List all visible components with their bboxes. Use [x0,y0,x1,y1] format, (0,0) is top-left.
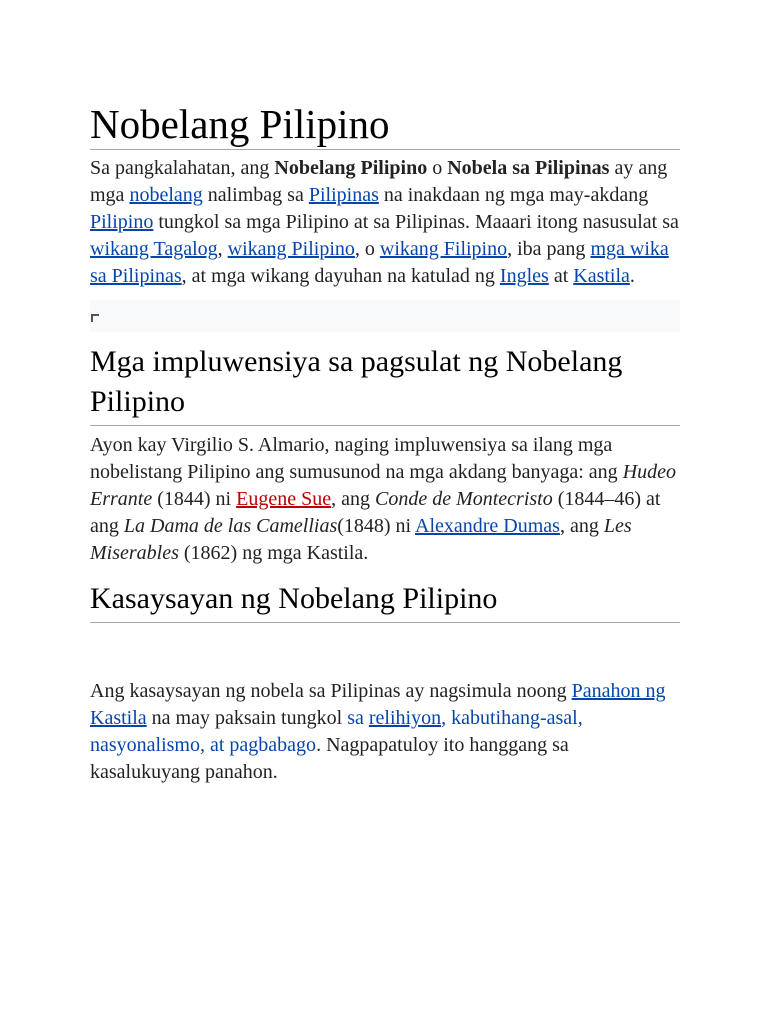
link-wikang-pilipino[interactable]: wikang Pilipino [227,238,355,260]
work-title: Les Miserables [90,515,632,564]
work-title: La Dama de las Camellias [123,515,338,537]
article [90,0,680,786]
link-wikang-tagalog[interactable]: wikang Tagalog [90,238,218,260]
link-mga-wika-sa-pilipinas[interactable]: mga wika sa Pilipinas [90,238,669,287]
link-pilipino[interactable]: Pilipino [90,211,154,233]
bold-term: Nobelang Pilipino [274,157,428,179]
link-wikang-filipino[interactable]: wikang Filipino [379,238,508,260]
broken-image-icon [91,314,99,322]
link-relihiyon[interactable]: relihiyon [368,707,442,729]
link-kastila[interactable]: Kastila [573,265,630,287]
link-pilipinas[interactable]: Pilipinas [308,184,379,206]
link-panahon-ng-kastila[interactable]: Panahon ng Kastila [90,680,666,729]
section-heading-kasaysayan: Kasaysayan ng Nobelang Pilipino [90,579,680,623]
image-placeholder [90,300,680,332]
link-alexandre-dumas[interactable]: Alexandre Dumas [415,515,560,537]
link-ingles[interactable]: Ingles [499,265,549,287]
section-paragraph: Ang kasaysayan ng nobela sa Pilipinas ay nagsimula noong Panahon ng Kastila na may paksain tungkol sa relihiyon, kabutihang-asal, nasyonalismo, at pagbabago. Nagpapatuloy ito hanggang sa kasalukuyang panahon. [90,680,666,783]
work-title: Conde de Montecristo [374,488,553,510]
link-nobelang[interactable]: nobelang [129,184,203,206]
work-title: Hudeo Errante [90,461,677,510]
bold-term: Nobela sa Pilipinas [447,157,610,179]
page-title: Nobelang Pilipino [90,0,680,150]
intro-paragraph: Sa pangkalahatan, ang Nobelang Pilipino o Nobela sa Pilipinas ay ang mga nobelang nalimbag sa Pilipinas na inakdaan ng mga may-akdang Pilipino tungkol sa mga Pilipino at sa Pilipinas. Maaari itong nasusulat sa wikang Tagalog, wikang Pilipino, o wikang Filipino, iba pang mga wika sa Pilipinas, at mga wikang dayuhan na katulad ng Ingles at Kastila. [90,157,679,287]
link-eugene-sue[interactable]: Eugene Sue [236,488,332,510]
section-paragraph: Ayon kay Virgilio S. Almario, naging impluwensiya sa ilang mga nobelistang Pilipino ang sumusunod na mga akdang banyaga: ang Hudeo Errante (1844) ni Eugene Sue, ang Conde de Montecristo (1844–46) at ang La Dama de las Camellias(1848) ni Alexandre Dumas, ang Les Miserables (1862) ng mga Kastila. [90,434,677,564]
section-heading-impluwensiya: Mga impluwensiya sa pagsulat ng Nobelang Pilipino [90,342,680,426]
